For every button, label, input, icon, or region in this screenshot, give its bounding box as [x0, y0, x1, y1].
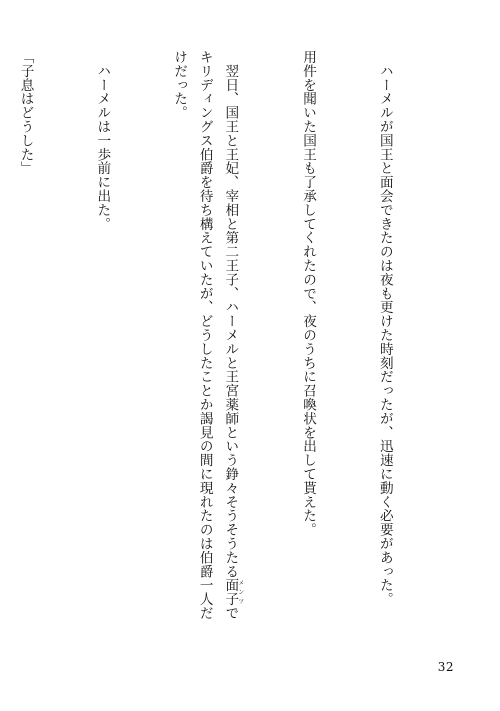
paragraph-4: ハーメルは一歩前に出た。: [94, 50, 111, 231]
paragraph-3: 翌日、国王と王妃、宰相と第二王子、ハーメルと王宮薬師という錚々そうそうたる面子メンツでキリディングス伯爵を待ち構えていたが、どうしたことか謁見の間に現れたのは伯爵一人だけだった。: [171, 50, 244, 620]
page-number: 32: [437, 660, 454, 674]
furigana: 面子メンツ: [222, 578, 244, 607]
paragraph-1: ハーメルが国王と面会できたのは夜も更けた時刻だったが、迅速に動く必要があった。: [376, 50, 393, 606]
paragraph-2: 用件を聞いた国王も了承してくれたので、夜のうちに召喚状を出して貰えた。: [300, 50, 317, 537]
dialogue-line: 「子息はどうした」: [17, 50, 34, 176]
vertical-text-body: [0, 50, 448, 620]
